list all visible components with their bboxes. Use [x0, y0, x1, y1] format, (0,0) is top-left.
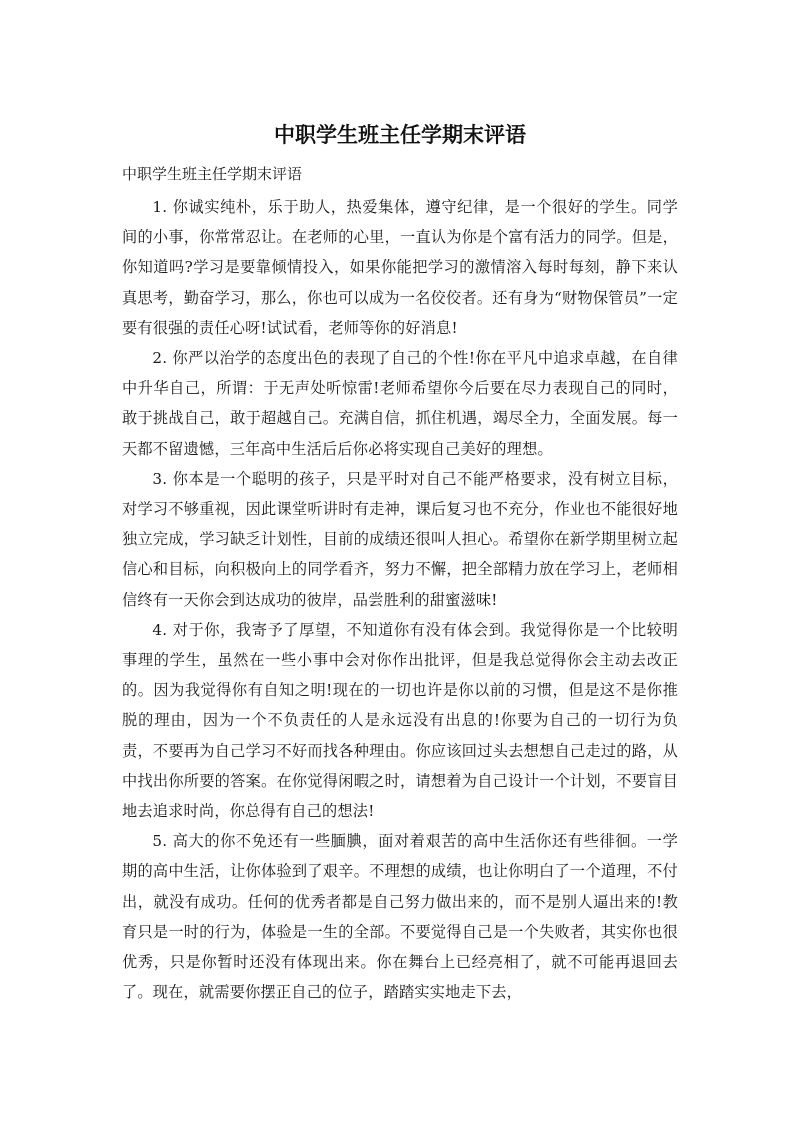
document-body	[122, 192, 678, 1007]
document-subtitle: 中职学生班主任学期末评语	[122, 165, 303, 183]
comment-paragraph-2: 2. 你严以治学的态度出色的表现了自己的个性!你在平凡中追求卓越，在自律中升华自己，所谓：于无声处听惊雷!老师希望你今后要在尽力表现自己的同时，敢于挑战自己，敢于超越自己。充满自信，抓住机遇，竭尽全力，全面发展。每一天都不留遗憾，三年高中生活后后你必将实现自己美好的理想。	[122, 349, 678, 458]
comment-paragraph-4: 4. 对于你，我寄予了厚望，不知道你有没有体会到。我觉得你是一个比较明事理的学生，虽然在一些小事中会对你作出批评，但是我总觉得你会主动去改正的。因为我觉得你有自知之明!现在的一切也许是你以前的习惯，但是这不是你推脱的理由，因为一个不负责任的人是永远没有出息的!你要为自己的一切行为负责，不要再为自己学习不好而找各种理由。你应该回过头去想想自己走过的路，从中找出你所要的答案。在你觉得闲暇之时，请想着为自己设计一个计划，不要盲目地去追求时尚，你总得有自己的想法!	[122, 620, 678, 821]
comment-paragraph-1: 1. 你诚实纯朴，乐于助人，热爱集体，遵守纪律，是一个很好的学生。同学间的小事，你常常忍让。在老师的心里，一直认为你是个富有活力的同学。但是，你知道吗?学习是要靠倾情投入，如果你能把学习的激情溶入每时每刻，静下来认真思考，勤奋学习，那么，你也可以成为一名佼佼者。还有身为“财物保管员”一定要有很强的责任心呀!试试看，老师等你的好消息!	[122, 198, 678, 337]
document-title: 中职学生班主任学期末评语	[274, 123, 526, 147]
comment-paragraph-3: 3. 你本是一个聪明的孩子，只是平时对自己不能严格要求，没有树立目标，对学习不够重视，因此课堂听讲时有走神，课后复习也不充分，作业也不能很好地独立完成，学习缺乏计划性，目前的成绩还很叫人担心。希望你在新学期里树立起信心和目标，向积极向上的同学看齐，努力不懈，把全部精力放在学习上，老师相信终有一天你会到达成功的彼岸，品尝胜利的甜蜜滋味!	[122, 469, 678, 609]
comment-paragraph-5: 5. 高大的你不免还有一些腼腆，面对着艰苦的高中生活你还有些徘徊。一学期的高中生活，让你体验到了艰辛。不理想的成绩，也让你明白了一个道理，不付出，就没有成功。任何的优秀者都是自己努力做出来的，而不是别人逼出来的!教育只是一时的行为，体验是一生的全部。不要觉得自己是一个失败者，其实你也很优秀，只是你暂时还没有体现出来。你在舞台上已经亮相了，就不可能再退回去了。现在，就需要你摆正自己的位子，踏踏实实地走下去，	[122, 832, 678, 1002]
